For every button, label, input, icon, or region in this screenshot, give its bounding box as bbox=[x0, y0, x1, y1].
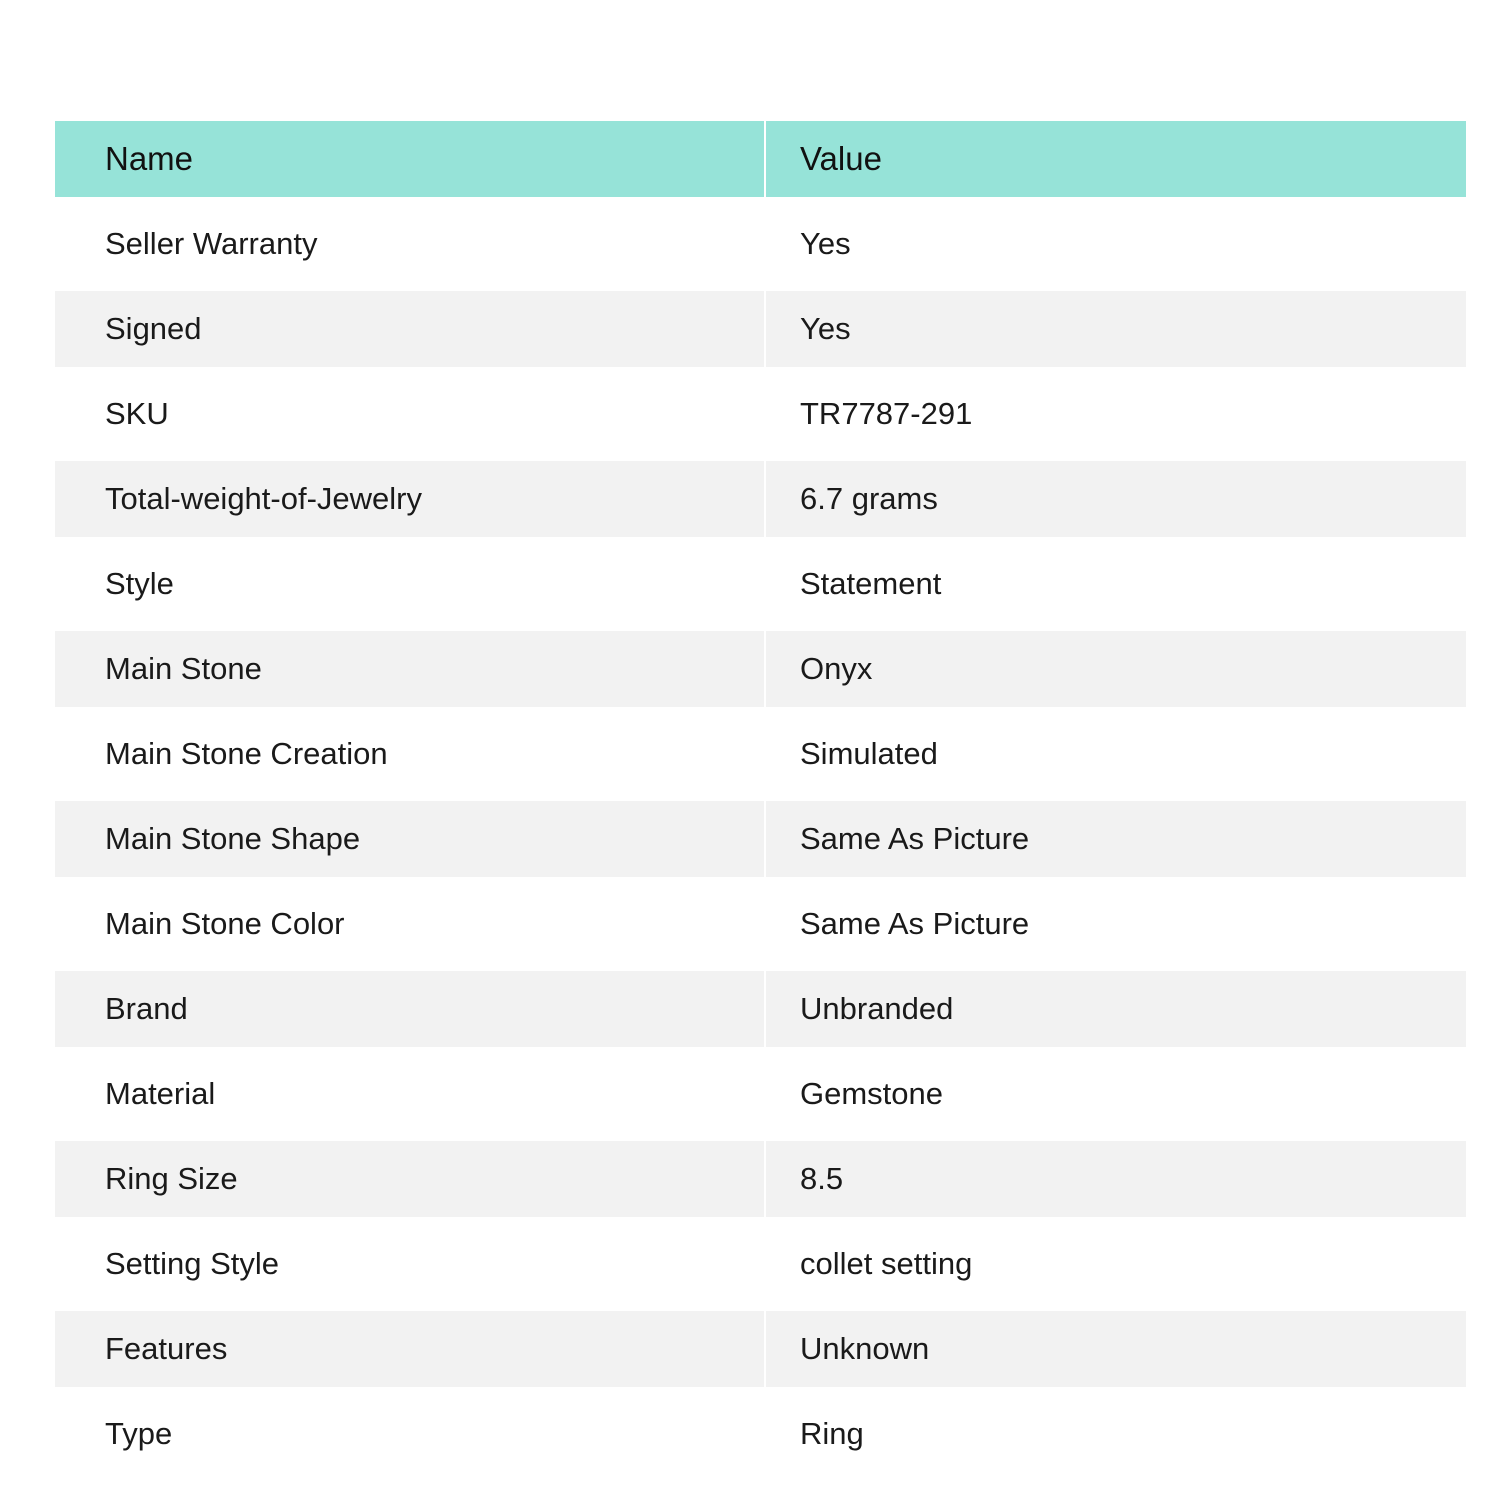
table-row bbox=[55, 461, 1466, 537]
row-name-cell: Style bbox=[55, 537, 766, 631]
row-name-cell: Main Stone Shape bbox=[55, 801, 766, 877]
item-specifics-table bbox=[55, 121, 1466, 1481]
row-value-cell: Unbranded bbox=[766, 971, 1466, 1047]
row-value-cell: Gemstone bbox=[766, 1047, 1466, 1141]
table-row bbox=[55, 1217, 1466, 1311]
row-name-cell: Main Stone Color bbox=[55, 877, 766, 971]
table-row bbox=[55, 367, 1466, 461]
table-row bbox=[55, 631, 1466, 707]
row-value-cell: Statement bbox=[766, 537, 1466, 631]
row-name-cell: Setting Style bbox=[55, 1217, 766, 1311]
row-name-cell: Brand bbox=[55, 971, 766, 1047]
row-value-cell: Yes bbox=[766, 197, 1466, 291]
row-name-cell: Type bbox=[55, 1387, 766, 1481]
table-row bbox=[55, 197, 1466, 291]
row-value-cell: Simulated bbox=[766, 707, 1466, 801]
row-name-cell: Ring Size bbox=[55, 1141, 766, 1217]
table-row bbox=[55, 801, 1466, 877]
row-value-cell: Unknown bbox=[766, 1311, 1466, 1387]
table-row bbox=[55, 1141, 1466, 1217]
row-name-cell: Main Stone Creation bbox=[55, 707, 766, 801]
column-header-value: Value bbox=[766, 121, 1466, 197]
row-value-cell: Same As Picture bbox=[766, 801, 1466, 877]
row-name-cell: Total-weight-of-Jewelry bbox=[55, 461, 766, 537]
table-row bbox=[55, 971, 1466, 1047]
row-name-cell: Seller Warranty bbox=[55, 197, 766, 291]
row-name-cell: Material bbox=[55, 1047, 766, 1141]
row-value-cell: Onyx bbox=[766, 631, 1466, 707]
row-value-cell: 8.5 bbox=[766, 1141, 1466, 1217]
table-row bbox=[55, 1387, 1466, 1481]
row-name-cell: Main Stone bbox=[55, 631, 766, 707]
row-value-cell: 6.7 grams bbox=[766, 461, 1466, 537]
table-row bbox=[55, 1047, 1466, 1141]
row-value-cell: Ring bbox=[766, 1387, 1466, 1481]
table-row bbox=[55, 291, 1466, 367]
row-name-cell: Signed bbox=[55, 291, 766, 367]
row-value-cell: TR7787-291 bbox=[766, 367, 1466, 461]
table-header-row bbox=[55, 121, 1466, 197]
column-header-name: Name bbox=[55, 121, 766, 197]
row-value-cell: Same As Picture bbox=[766, 877, 1466, 971]
row-name-cell: SKU bbox=[55, 367, 766, 461]
table-row bbox=[55, 1311, 1466, 1387]
table-row bbox=[55, 877, 1466, 971]
table-row bbox=[55, 707, 1466, 801]
row-value-cell: Yes bbox=[766, 291, 1466, 367]
row-value-cell: collet setting bbox=[766, 1217, 1466, 1311]
row-name-cell: Features bbox=[55, 1311, 766, 1387]
table-row bbox=[55, 537, 1466, 631]
